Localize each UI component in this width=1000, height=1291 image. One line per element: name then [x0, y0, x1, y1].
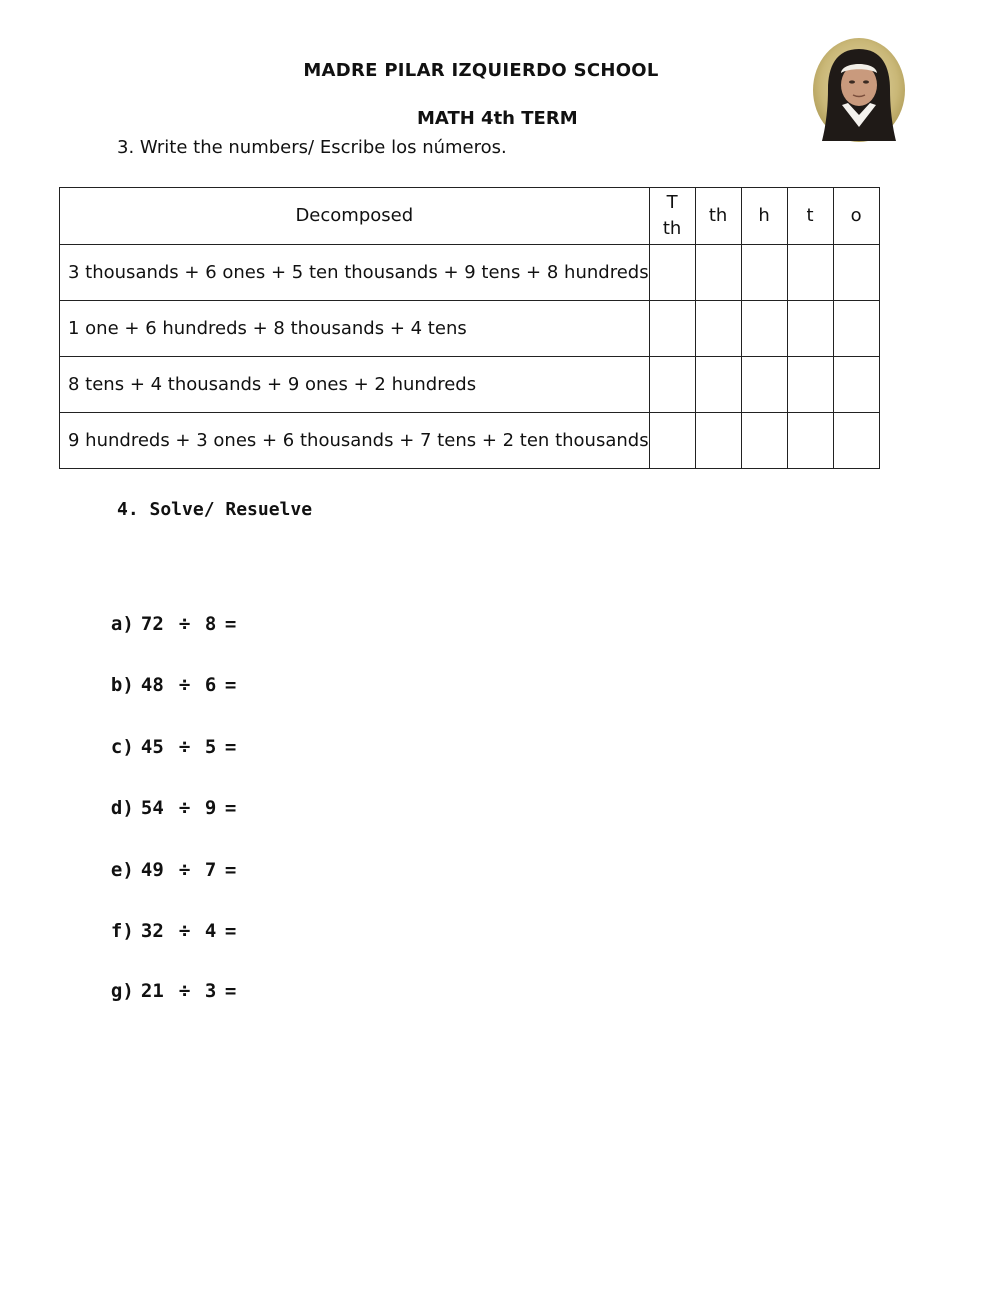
equals-sign: =	[224, 613, 237, 635]
dividend: 32	[140, 920, 164, 942]
dividend: 54	[140, 797, 164, 819]
division-problem	[88, 837, 236, 881]
exercise4-title: 4. Solve/ Resuelve	[117, 499, 313, 520]
answer-cell-ones[interactable]	[833, 301, 879, 357]
answer-cell-thousands[interactable]	[695, 245, 741, 301]
problem-label: d)	[110, 797, 134, 819]
division-problem	[88, 898, 236, 942]
row-expression: 9 hundreds + 3 ones + 6 thousands + 7 tens + 2 ten thousands	[60, 413, 650, 469]
divisor: 7	[204, 859, 217, 881]
divide-icon: ÷	[178, 859, 191, 881]
division-problem	[88, 775, 236, 819]
divide-icon: ÷	[178, 613, 191, 635]
answer-cell-hundreds[interactable]	[741, 413, 787, 469]
divisor: 9	[204, 797, 217, 819]
problem-label: a)	[110, 613, 134, 635]
equals-sign: =	[224, 920, 237, 942]
answer-cell-tens[interactable]	[787, 413, 833, 469]
table-row	[60, 413, 880, 469]
divisor: 4	[204, 920, 217, 942]
division-problem	[88, 958, 236, 1002]
answer-cell-ten-thousands[interactable]	[649, 301, 695, 357]
portrait-image	[812, 37, 906, 143]
divisor: 5	[204, 736, 217, 758]
table-row	[60, 301, 880, 357]
divisor: 8	[204, 613, 217, 635]
answer-cell-thousands[interactable]	[695, 357, 741, 413]
division-problem	[88, 652, 236, 696]
answer-cell-ones[interactable]	[833, 413, 879, 469]
equals-sign: =	[224, 736, 237, 758]
answer-cell-hundreds[interactable]	[741, 245, 787, 301]
table-row	[60, 357, 880, 413]
answer-cell-ten-thousands[interactable]	[649, 245, 695, 301]
equals-sign: =	[224, 980, 237, 1002]
header-ten-thousands	[649, 188, 695, 245]
problem-label: e)	[110, 859, 134, 881]
answer-cell-thousands[interactable]	[695, 301, 741, 357]
problem-label: c)	[110, 736, 134, 758]
answer-cell-ten-thousands[interactable]	[649, 357, 695, 413]
header-decomposed: Decomposed	[60, 188, 650, 245]
table-row	[60, 245, 880, 301]
dividend: 48	[140, 674, 164, 696]
answer-cell-tens[interactable]	[787, 245, 833, 301]
header-thousands: th	[695, 188, 741, 245]
answer-cell-hundreds[interactable]	[741, 301, 787, 357]
answer-cell-hundreds[interactable]	[741, 357, 787, 413]
divide-icon: ÷	[178, 920, 191, 942]
header-ones: o	[833, 188, 879, 245]
equals-sign: =	[224, 797, 237, 819]
school-title: MADRE PILAR IZQUIERDO SCHOOL	[303, 60, 659, 81]
equals-sign: =	[224, 859, 237, 881]
problem-label: b)	[110, 674, 134, 696]
header-ten-thousands-label: T th	[662, 191, 682, 239]
table-header-row	[60, 188, 880, 245]
divisor: 3	[204, 980, 217, 1002]
divisor: 6	[204, 674, 217, 696]
exercise3-instruction: 3. Write the numbers/ Escribe los números.	[117, 137, 507, 158]
divide-icon: ÷	[178, 797, 191, 819]
dividend: 49	[140, 859, 164, 881]
answer-cell-tens[interactable]	[787, 357, 833, 413]
answer-cell-thousands[interactable]	[695, 413, 741, 469]
divide-icon: ÷	[178, 674, 191, 696]
header-tens: t	[787, 188, 833, 245]
divide-icon: ÷	[178, 736, 191, 758]
problem-label: g)	[110, 980, 134, 1002]
divide-icon: ÷	[178, 980, 191, 1002]
answer-cell-ones[interactable]	[833, 357, 879, 413]
problem-label: f)	[110, 920, 134, 942]
row-expression: 8 tens + 4 thousands + 9 ones + 2 hundreds	[60, 357, 650, 413]
dividend: 45	[140, 736, 164, 758]
decomposition-table	[59, 187, 880, 469]
division-problem	[88, 591, 236, 635]
answer-cell-ones[interactable]	[833, 245, 879, 301]
equals-sign: =	[224, 674, 237, 696]
header-hundreds: h	[741, 188, 787, 245]
row-expression: 1 one + 6 hundreds + 8 thousands + 4 tens	[60, 301, 650, 357]
dividend: 72	[140, 613, 164, 635]
answer-cell-tens[interactable]	[787, 301, 833, 357]
answer-cell-ten-thousands[interactable]	[649, 413, 695, 469]
division-problem	[88, 714, 236, 758]
term-title: MATH 4th TERM	[417, 108, 578, 129]
row-expression: 3 thousands + 6 ones + 5 ten thousands + 9 tens + 8 hundreds	[60, 245, 650, 301]
dividend: 21	[140, 980, 164, 1002]
